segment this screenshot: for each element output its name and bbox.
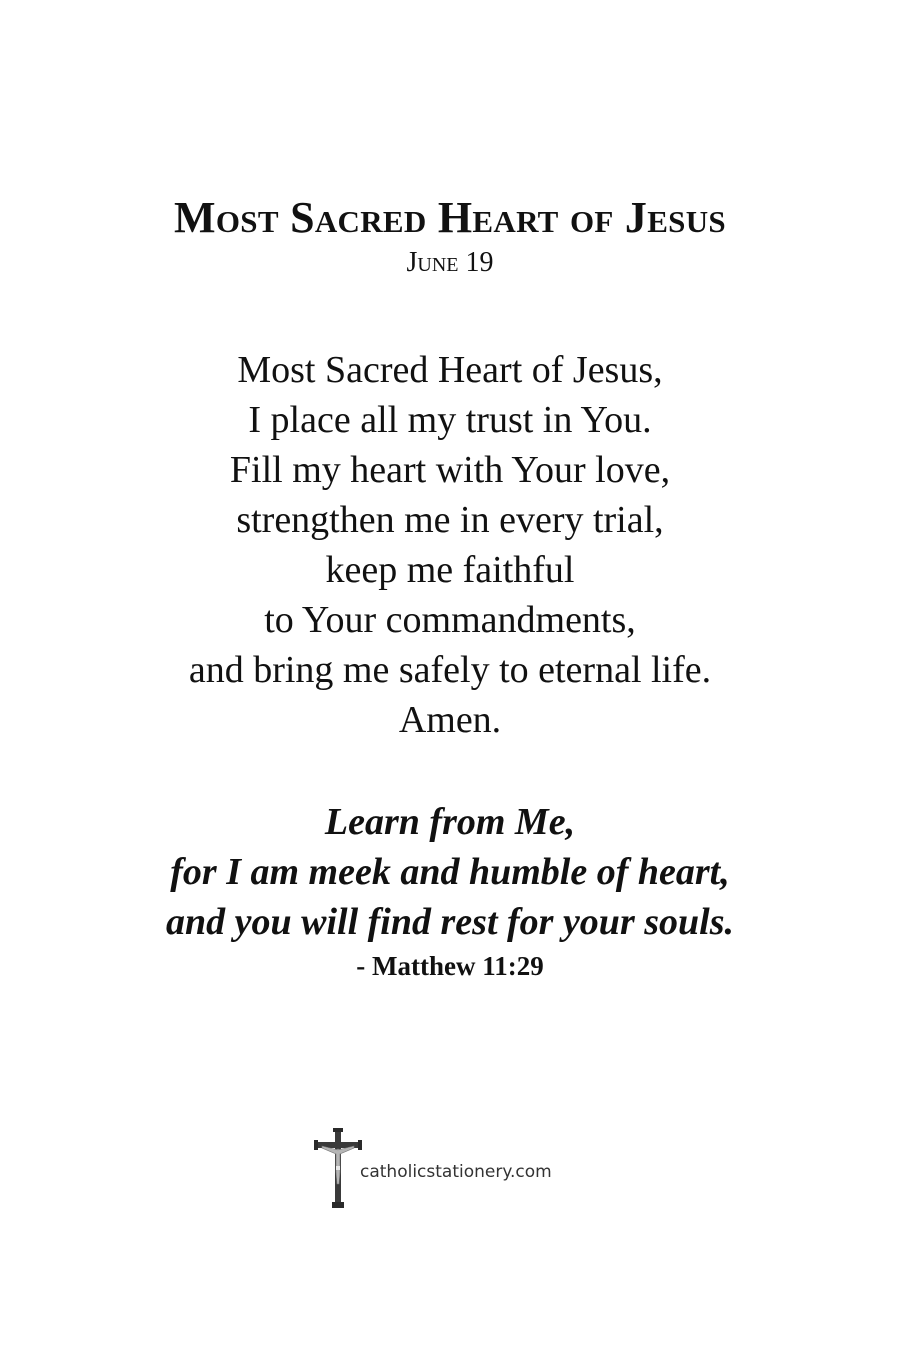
prayer-line: strengthen me in every trial,: [236, 499, 664, 541]
prayer-text: [0, 345, 900, 745]
verse-citation: - Matthew 11:29: [356, 951, 544, 981]
prayer-line: to Your commandments,: [264, 599, 636, 641]
feast-date: June 19: [406, 247, 494, 278]
verse-line: for I am meek and humble of heart,: [170, 851, 730, 893]
footer-brand: [314, 1128, 594, 1208]
prayer-line: I place all my trust in You.: [248, 399, 652, 441]
verse-line: and you will find rest for your souls.: [166, 901, 734, 943]
website-link[interactable]: catholicstationery.com: [360, 1162, 552, 1182]
prayer-line: Most Sacred Heart of Jesus,: [237, 349, 663, 391]
prayer-line: Amen.: [398, 699, 502, 741]
prayer-line: and bring me safely to eternal life.: [188, 649, 712, 691]
prayer-line: Fill my heart with Your love,: [229, 449, 671, 491]
prayer-line: keep me faithful: [325, 549, 575, 591]
scripture-verse: [0, 797, 900, 947]
verse-line: Learn from Me,: [324, 801, 576, 843]
page-title: Most Sacred Heart of Jesus: [174, 193, 726, 242]
crucifix-icon: [314, 1128, 362, 1208]
